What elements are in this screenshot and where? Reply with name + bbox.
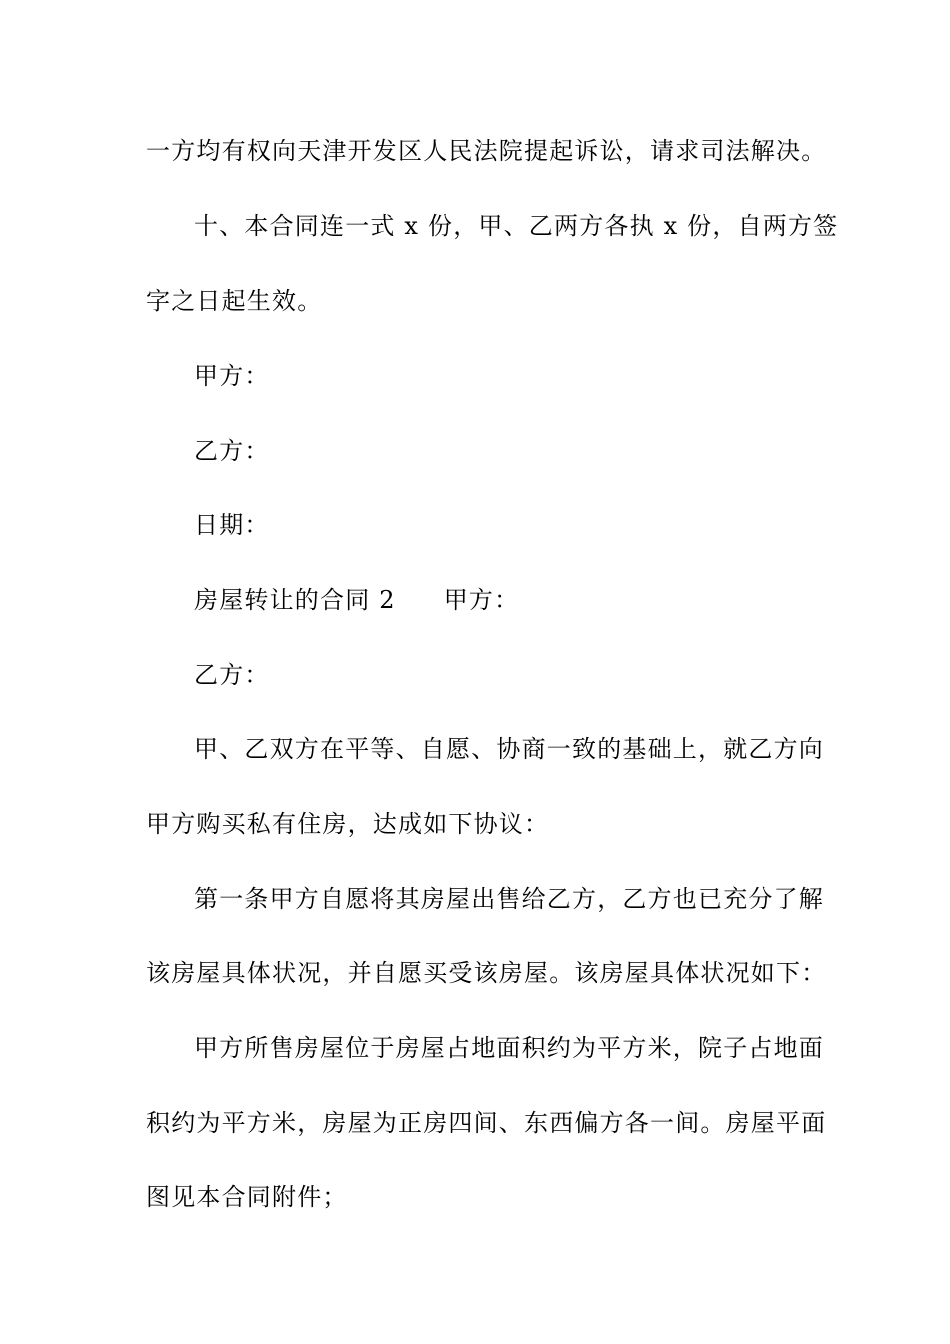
paragraph-line: 图见本合同附件； xyxy=(146,1183,348,1211)
paragraph-line: 甲方所售房屋位于房屋占地面积约为平方米，院子占地面 xyxy=(194,1034,824,1062)
paragraph-line: 该房屋具体状况，并自愿买受该房屋。该房屋具体状况如下： xyxy=(146,959,827,987)
signature-party-b: 乙方： xyxy=(194,437,270,465)
paragraph-line: 积约为平方米，房屋为正房四间、东西偏方各一间。房屋平面 xyxy=(146,1109,827,1137)
signature-date: 日期： xyxy=(194,511,270,539)
section-heading: 房屋转让的合同 2 xyxy=(194,586,396,614)
paragraph-line: 甲、乙双方在平等、自愿、协商一致的基础上，就乙方向 xyxy=(194,735,824,763)
paragraph-line: 第一条甲方自愿将其房屋出售给乙方，乙方也已充分了解 xyxy=(194,885,824,913)
signature-party-a: 甲方： xyxy=(194,362,270,390)
paragraph-line: 十、本合同连一式 x 份，甲、乙两方各执 x 份，自两方签 xyxy=(194,212,839,240)
party-b-label: 乙方： xyxy=(194,661,270,689)
paragraph-line: 一方均有权向天津开发区人民法院提起诉讼，请求司法解决。 xyxy=(146,137,827,165)
party-a-label: 甲方： xyxy=(443,586,520,614)
paragraph-line: 字之日起生效。 xyxy=(146,287,323,315)
paragraph-line: 甲方购买私有住房，达成如下协议： xyxy=(146,810,550,838)
section-heading-line xyxy=(194,586,519,614)
